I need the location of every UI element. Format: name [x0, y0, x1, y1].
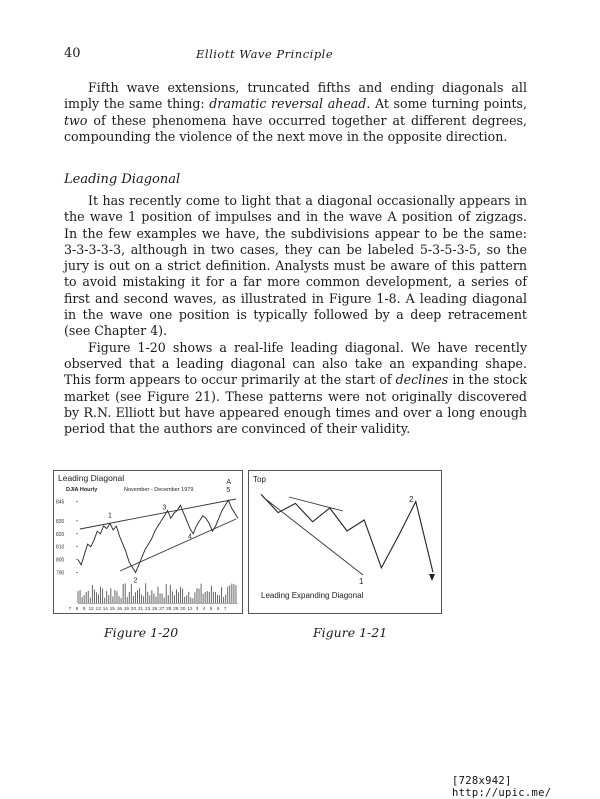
fig20-x-tick-label: 6: [216, 606, 220, 611]
fig20-y-tick-label: 790: [56, 570, 65, 577]
p1-emphasis-b: two: [64, 112, 88, 128]
fig20-wave-label: 5: [226, 487, 231, 495]
fig20-y-tick-label: 810: [56, 544, 65, 551]
fig20-wave-label: 4: [188, 533, 192, 541]
fig20-x-tick-label: 5: [209, 606, 213, 611]
fig20-x-tick-label: 4: [202, 606, 206, 611]
fig20-y-tick-label: 800: [56, 557, 65, 564]
figure-1-21-caption: Figure 1-21: [313, 625, 388, 640]
figure-1-20-chart: [54, 471, 242, 613]
fig20-subtitle-left: DJIA Hourly: [66, 487, 98, 493]
fig20-x-tick-label: 30: [180, 606, 186, 611]
section-heading: Leading Diagonal: [64, 172, 181, 187]
fig20-x-tick-label: 27: [159, 606, 165, 611]
fig20-x-tick-label: 12: [88, 606, 94, 611]
fig20-x-tick-label: 28: [166, 606, 172, 611]
fig21-upper-trendline: [289, 497, 343, 511]
page-number: 40: [64, 46, 81, 61]
fig20-x-tick-label: 9: [82, 606, 86, 611]
fig20-x-tick-label: 26: [152, 606, 158, 611]
figure-1-20-caption: Figure 1-20: [104, 625, 179, 640]
paragraph-1: [64, 80, 527, 145]
fig21-pattern-line: [261, 494, 433, 572]
fig20-x-tick-label: 23: [145, 606, 151, 611]
figure-1-21: [248, 470, 442, 614]
fig20-x-tick-label: 15: [109, 606, 115, 611]
fig21-wave-label-2: 2: [409, 495, 414, 504]
figure-1-21-chart: [249, 471, 441, 613]
fig20-upper-trendline: [80, 499, 236, 529]
fig20-wave-label: 1: [108, 512, 112, 520]
fig21-lower-trendline: [263, 497, 363, 575]
paragraph-3: [64, 340, 527, 438]
fig20-y-tick-label: 845: [56, 499, 65, 506]
fig20-x-tick-label: 14: [102, 606, 108, 611]
paragraph-2: It has recently come to light that a diagonal occasionally appears in the wave 1 position of impulses and in the wave A position of zigzags. In the few examples we have, the subdivisions appear to be the same: 3-3-3-3-3, although in two cases, they can be labeled 5-3-5-3-5, so the jury is out on a strict definition. Analysts must be aware of this pattern to avoid mistaking it for a far more common development, a series of first and second waves, as illustrated in Figure 1-8. A leading diagonal in the wave one position is typically followed by a deep retracement (see Chapter 4).: [64, 193, 527, 339]
p3-emphasis: declines: [395, 372, 449, 388]
fig20-x-tick-label: 29: [173, 606, 179, 611]
fig20-x-tick-label: 21: [137, 606, 144, 611]
p3-text-a: Figure 1-20 shows a real-life leading diagonal. We have recently observed that a leading diagonal can also take an expanding shape. This form appears to occur primarily at the start of: [64, 339, 527, 388]
fig20-x-tick-label: 7: [68, 606, 72, 611]
fig20-y-tick-label: 820: [56, 531, 65, 538]
fig20-title: Leading Diagonal: [58, 473, 125, 483]
fig20-x-tick-label: 12: [187, 606, 193, 611]
fig21-wave-label-1: 1: [359, 577, 364, 586]
running-title: Elliott Wave Principle: [196, 47, 334, 61]
fig20-x-tick-label: 13: [95, 606, 101, 611]
fig20-x-tick-label: 16: [116, 606, 122, 611]
p3-text-b: in the stock market (see Figure 21). These patterns were not originally discovered by R.N. Elliott but have appeared enough times and over a long enough period that the authors are convinced of their validity.: [64, 372, 527, 437]
p1-text-c: of these phenomena have occurred together at different degrees, compounding the violence of the next move in the opposite direction.: [64, 112, 527, 144]
paragraph-2-3: [64, 193, 527, 437]
fig20-x-tick-label: 20: [130, 606, 137, 611]
fig21-arrowhead-icon: [429, 574, 435, 581]
fig20-wave-label: 3: [162, 504, 167, 512]
fig20-x-tick-label: 3: [195, 606, 199, 611]
fig20-wave-label: 2: [133, 577, 138, 585]
fig20-x-tick-label: 8: [75, 606, 79, 611]
fig20-y-tick-label: 830: [56, 518, 65, 525]
figure-1-20: [53, 470, 243, 614]
p1-text-b: At some turning points,: [370, 96, 527, 112]
fig20-wave-label: A: [226, 479, 232, 487]
fig21-pattern-label: Leading Expanding Diagonal: [261, 591, 364, 600]
p1-text-a: Fifth wave extensions, truncated fifths and ending diagonals all imply the same thing:: [64, 80, 527, 112]
fig21-top-label: Top: [253, 475, 266, 484]
fig20-price-line: [78, 500, 238, 572]
p1-emphasis-a: dramatic reversal ahead.: [209, 96, 371, 112]
fig20-subtitle-right: November - December 1979: [124, 487, 194, 493]
fig20-lower-trendline: [120, 519, 236, 571]
fig20-x-tick-label: 19: [123, 606, 129, 611]
scan-watermark: [728x942] http://upic.me/: [452, 775, 552, 799]
fig20-x-tick-label: 7: [223, 606, 227, 611]
